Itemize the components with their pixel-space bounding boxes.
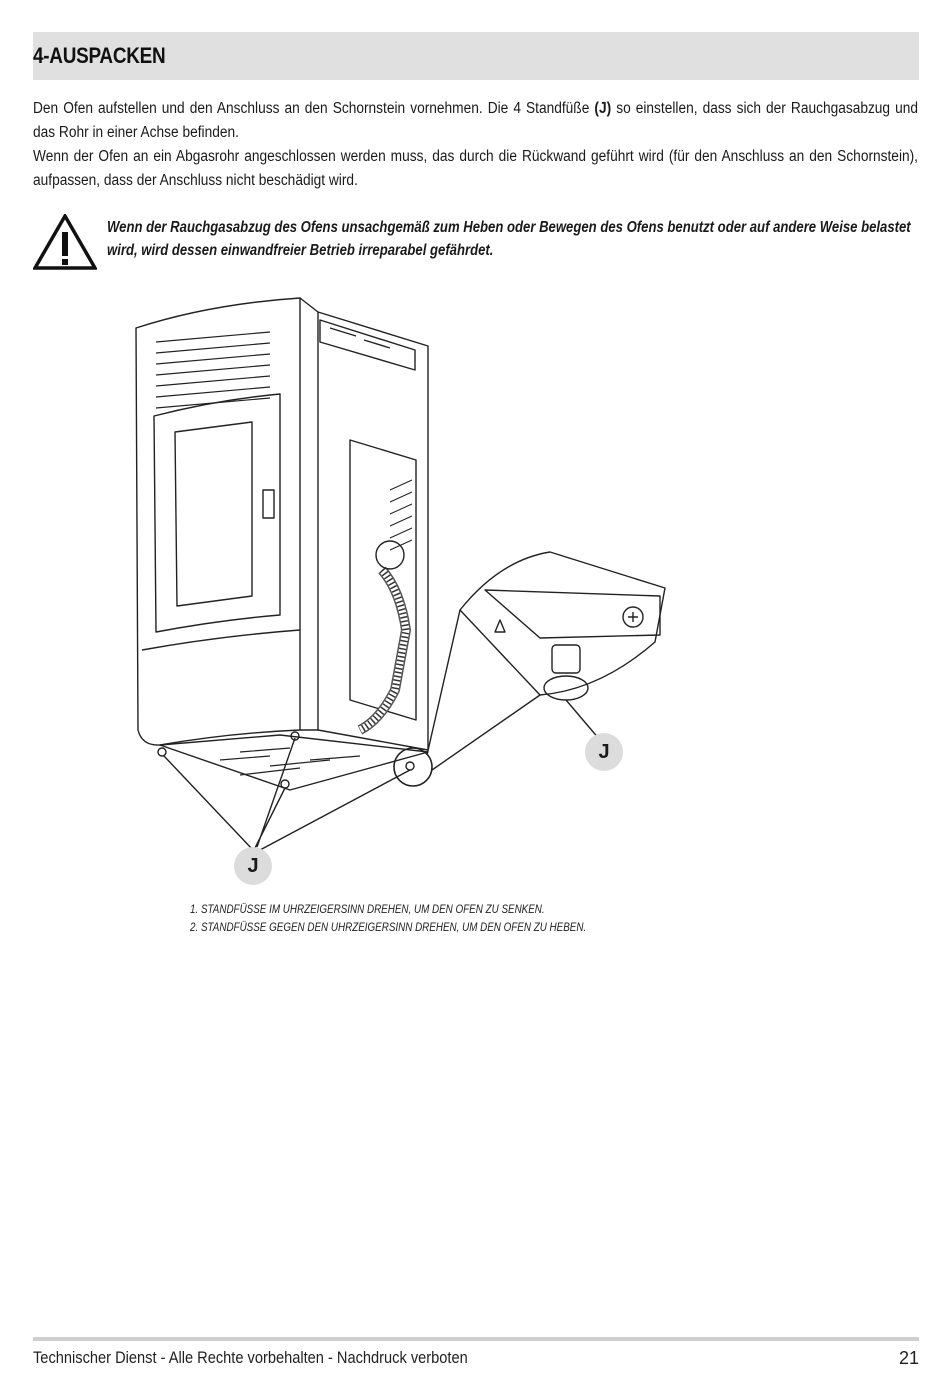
- section-title: 4-AUSPACKEN: [33, 43, 166, 68]
- section-header-bar: [33, 32, 919, 80]
- warning-text: Wenn der Rauchgasabzug des Ofens unsachgemäß zum Heben oder Bewegen des Ofens benutzt oder auf andere Weise belastet wird, wird dessen einwandfreier Betrieb irreparabel gefährdet.: [107, 219, 911, 259]
- callout-j-feet: J: [234, 847, 272, 885]
- intro-text: Den Ofen aufstellen und den Anschluss an den Schornstein vornehmen. Die 4 Standfüße: [33, 100, 595, 117]
- page-number: 21: [898, 1348, 919, 1368]
- intro-paragraph-1: [33, 97, 918, 145]
- warning-triangle-icon: [33, 214, 97, 270]
- footer-divider: [33, 1337, 919, 1341]
- stove-illustration: [120, 290, 680, 890]
- figure-note-2: 2. STANDFÜSSE GEGEN DEN UHRZEIGERSINN DREHEN, UM DEN OFEN ZU HEBEN.: [190, 920, 587, 934]
- callout-j-detail: J: [585, 733, 623, 771]
- figure-note-1: 1. STANDFÜSSE IM UHRZEIGERSINN DREHEN, UM DEN OFEN ZU SENKEN.: [190, 902, 545, 916]
- footer-text: Technischer Dienst - Alle Rechte vorbehalten - Nachdruck verboten: [33, 1348, 468, 1367]
- intro-paragraph-2: Wenn der Ofen an ein Abgasrohr angeschlossen werden muss, das durch die Rückwand geführt wird (für den Anschluss an den Schornstein), aufpassen, dass der Anschluss nicht beschädigt wird.: [33, 148, 918, 189]
- intro-text-cont: so einstellen, dass sich der Rauchgasabzug und das Rohr in einer Achse befinden.: [33, 100, 919, 141]
- foot-reference: (J): [594, 100, 612, 117]
